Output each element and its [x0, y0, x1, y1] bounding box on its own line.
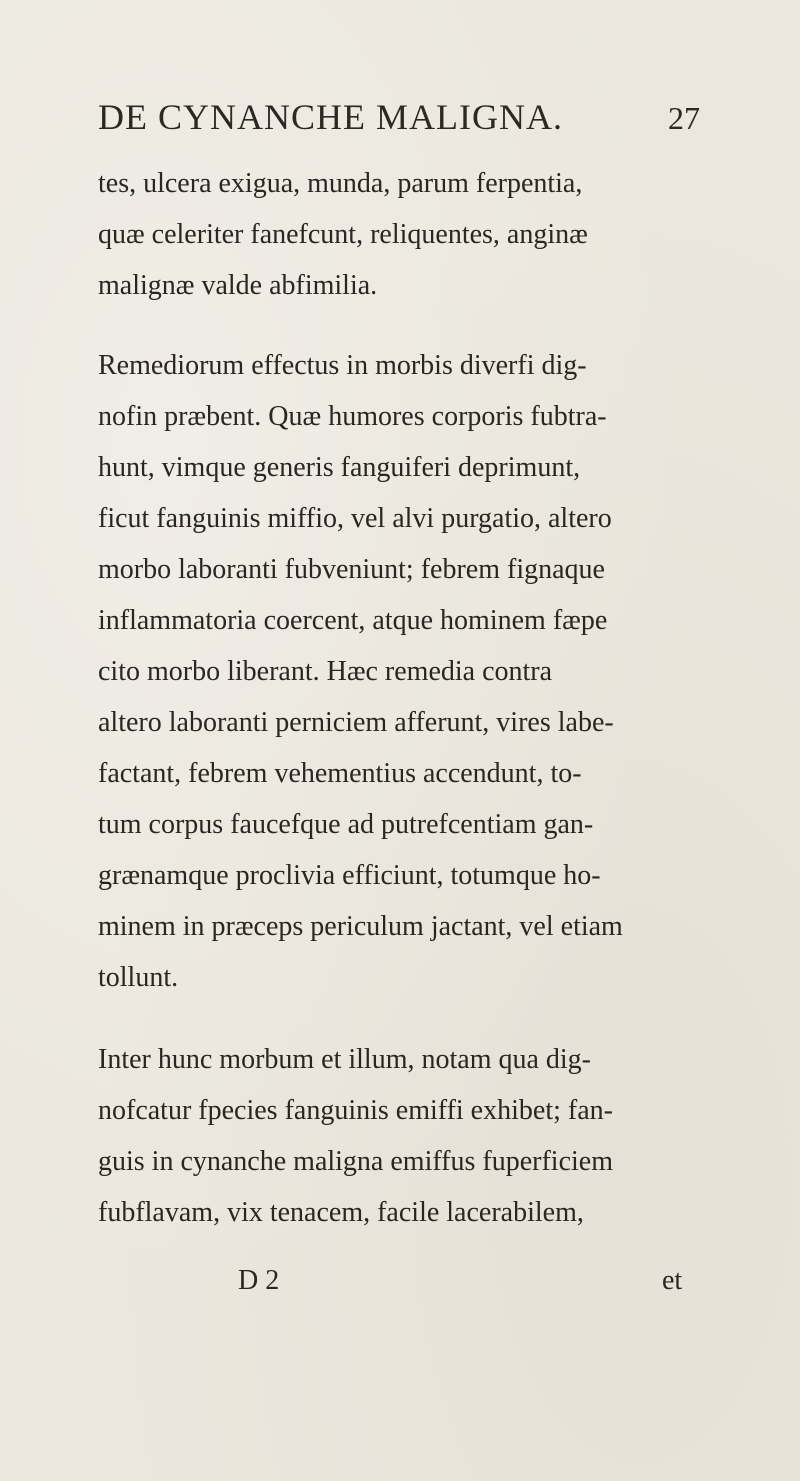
- page-footer: [98, 1265, 708, 1305]
- text-line: cito morbo liberant. Hæc remedia contra: [98, 656, 553, 687]
- catchword: et: [662, 1265, 683, 1296]
- text-line: ficut fanguinis miffio, vel alvi purgatio, altero: [98, 503, 612, 534]
- running-title: DE CYNANCHE MALIGNA.: [98, 97, 563, 137]
- text-line: Inter hunc morbum et illum, notam qua dig-: [98, 1044, 592, 1075]
- text-line: factant, febrem vehementius accendunt, to-: [98, 758, 582, 789]
- text-line: malignæ valde abfimilia.: [98, 270, 378, 301]
- text-line: nofcatur fpecies fanguinis emiffi exhibet; fan-: [98, 1095, 613, 1126]
- text-line: fubflavam, vix tenacem, facile lacerabilem,: [98, 1197, 584, 1228]
- text-line: guis in cynanche maligna emiffus fuperficiem: [98, 1146, 613, 1177]
- text-line: nofin præbent. Quæ humores corporis fubtra-: [98, 401, 607, 432]
- running-head: [98, 96, 698, 146]
- text-line: tollunt.: [98, 962, 179, 993]
- text-line: tum corpus faucefque ad putrefcentiam gan-: [98, 809, 594, 840]
- text-line: hunt, vimque generis fanguiferi deprimunt,: [98, 452, 581, 483]
- signature-mark: D 2: [238, 1265, 280, 1296]
- text-line: grænamque proclivia efficiunt, totumque ho-: [98, 860, 601, 891]
- text-line: quæ celeriter fanefcunt, reliquentes, anginæ: [98, 219, 588, 250]
- text-line: minem in præceps periculum jactant, vel etiam: [98, 911, 623, 942]
- page-number: 27: [668, 100, 700, 136]
- text-line: tes, ulcera exigua, munda, parum ferpentia,: [98, 168, 583, 199]
- text-line: morbo laboranti fubveniunt; febrem fignaque: [98, 554, 605, 585]
- text-line: inflammatoria coercent, atque hominem fæpe: [98, 605, 608, 636]
- text-line: Remediorum effectus in morbis diverfi dig-: [98, 350, 587, 381]
- text-line: altero laboranti perniciem afferunt, vires labe-: [98, 707, 614, 738]
